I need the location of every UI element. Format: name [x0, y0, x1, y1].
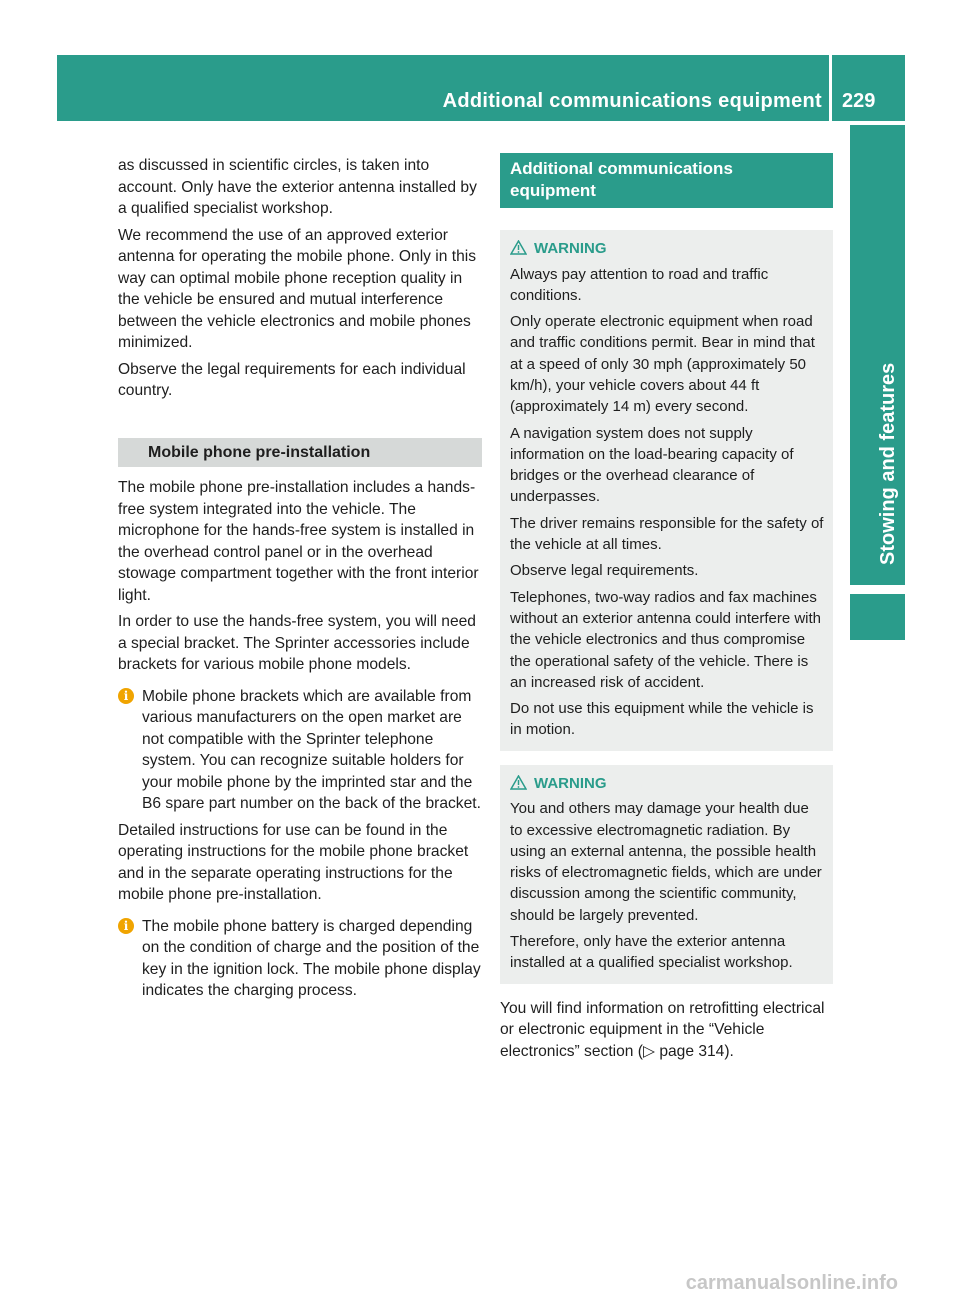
- warning-paragraph: Do not use this equipment while the vehicle is in motion.: [510, 700, 814, 739]
- warning-paragraph: Only operate electronic equipment when road and traffic conditions permit. Bear in mind that at a speed of only 30 mph (approximately 50 km/h), your vehicle covers about 44 ft (approximately 14 m) every second.: [510, 313, 815, 416]
- warning-triangle-icon: [510, 240, 527, 255]
- info-note-text: Mobile phone brackets which are available from various manufacturers on the open market are not compatible with the Sprinter telephone system. You can recognize suitable holders for your mobile phone by the imprinted star and the B6 spare part number on the back of the bracket.: [142, 687, 481, 812]
- warning-box: [500, 230, 833, 751]
- section-heading-additional-communications: Additional communications equipment: [500, 153, 833, 208]
- left-column: [118, 155, 482, 1007]
- paragraph: Detailed instructions for use can be found in the operating instructions for the mobile phone bracket and in the separate operating instructions for the mobile phone pre-installation.: [118, 821, 469, 903]
- paragraph: In order to use the hands-free system, you will need a special bracket. The Sprinter accessories include brackets for various mobile phone models.: [118, 613, 476, 673]
- page-header-title: Additional communications equipment: [442, 90, 822, 112]
- warning-paragraph: You and others may damage your health due to excessive electromagnetic radiation. By using an external antenna, the possible health risks of electromagnetic fields, which are under discussion among the scientific community, should be largely prevented.: [510, 800, 822, 924]
- info-icon: i: [118, 918, 134, 934]
- warning-triangle-icon: [510, 775, 527, 790]
- warning-paragraph: A navigation system does not supply information on the load-bearing capacity of bridges or the overhead clearance of underpasses.: [510, 424, 794, 506]
- warning-title-text: WARNING: [534, 774, 607, 792]
- section-heading-mobile-phone-preinstallation: Mobile phone pre-installation: [118, 438, 482, 468]
- paragraph: The mobile phone pre-installation includes a hands-free system integrated into the vehicle. The microphone for the hands-free system is installed in the overhead control panel or in the overhead stowage compartment together with the front interior light.: [118, 479, 479, 604]
- header-divider: [829, 55, 832, 121]
- watermark: carmanualsonline.info: [685, 1272, 898, 1294]
- paragraph: Observe the legal requirements for each individual country.: [118, 360, 466, 399]
- warning-title: [510, 238, 825, 260]
- info-note: [118, 916, 482, 1002]
- warning-paragraph: Observe legal requirements.: [510, 562, 699, 580]
- warning-paragraph: The driver remains responsible for the safety of the vehicle at all times.: [510, 514, 824, 554]
- page-number: 229: [842, 90, 876, 112]
- info-note: [118, 686, 482, 815]
- warning-paragraph: Therefore, only have the exterior antenna installed at a qualified specialist workshop.: [510, 933, 793, 972]
- chapter-side-tab-label: Stowing and features: [877, 362, 899, 565]
- info-icon: i: [118, 688, 134, 704]
- paragraph: as discussed in scientific circles, is taken into account. Only have the exterior antenna installed by a qualified specialist workshop.: [118, 157, 477, 217]
- warning-title-text: WARNING: [534, 240, 607, 257]
- warning-box: [500, 765, 833, 984]
- warning-paragraph: Always pay attention to road and traffic conditions.: [510, 265, 769, 304]
- info-note-text: The mobile phone battery is charged depending on the condition of charge and the position of the key in the ignition lock. The mobile phone display indicates the charging process.: [142, 917, 481, 999]
- warning-paragraph: Telephones, two-way radios and fax machines without an exterior antenna could interfere with the vehicle electronics and thus compromise the operational safety of the vehicle. There is an increased risk of accident.: [510, 588, 822, 691]
- right-column: [500, 153, 833, 1067]
- warning-title: [510, 773, 825, 795]
- chapter-marker-block: [850, 594, 905, 640]
- paragraph-with-page-reference: You will find information on retrofitting electrical or electronic equipment in the “Vehicle electronics” section (▷ page 314).: [500, 999, 825, 1060]
- paragraph: We recommend the use of an approved exterior antenna for operating the mobile phone. Only in this way can optimal mobile phone reception quality in the vehicle be ensured and mutual interference between the vehicle electronics and mobile phones minimized.: [118, 226, 477, 351]
